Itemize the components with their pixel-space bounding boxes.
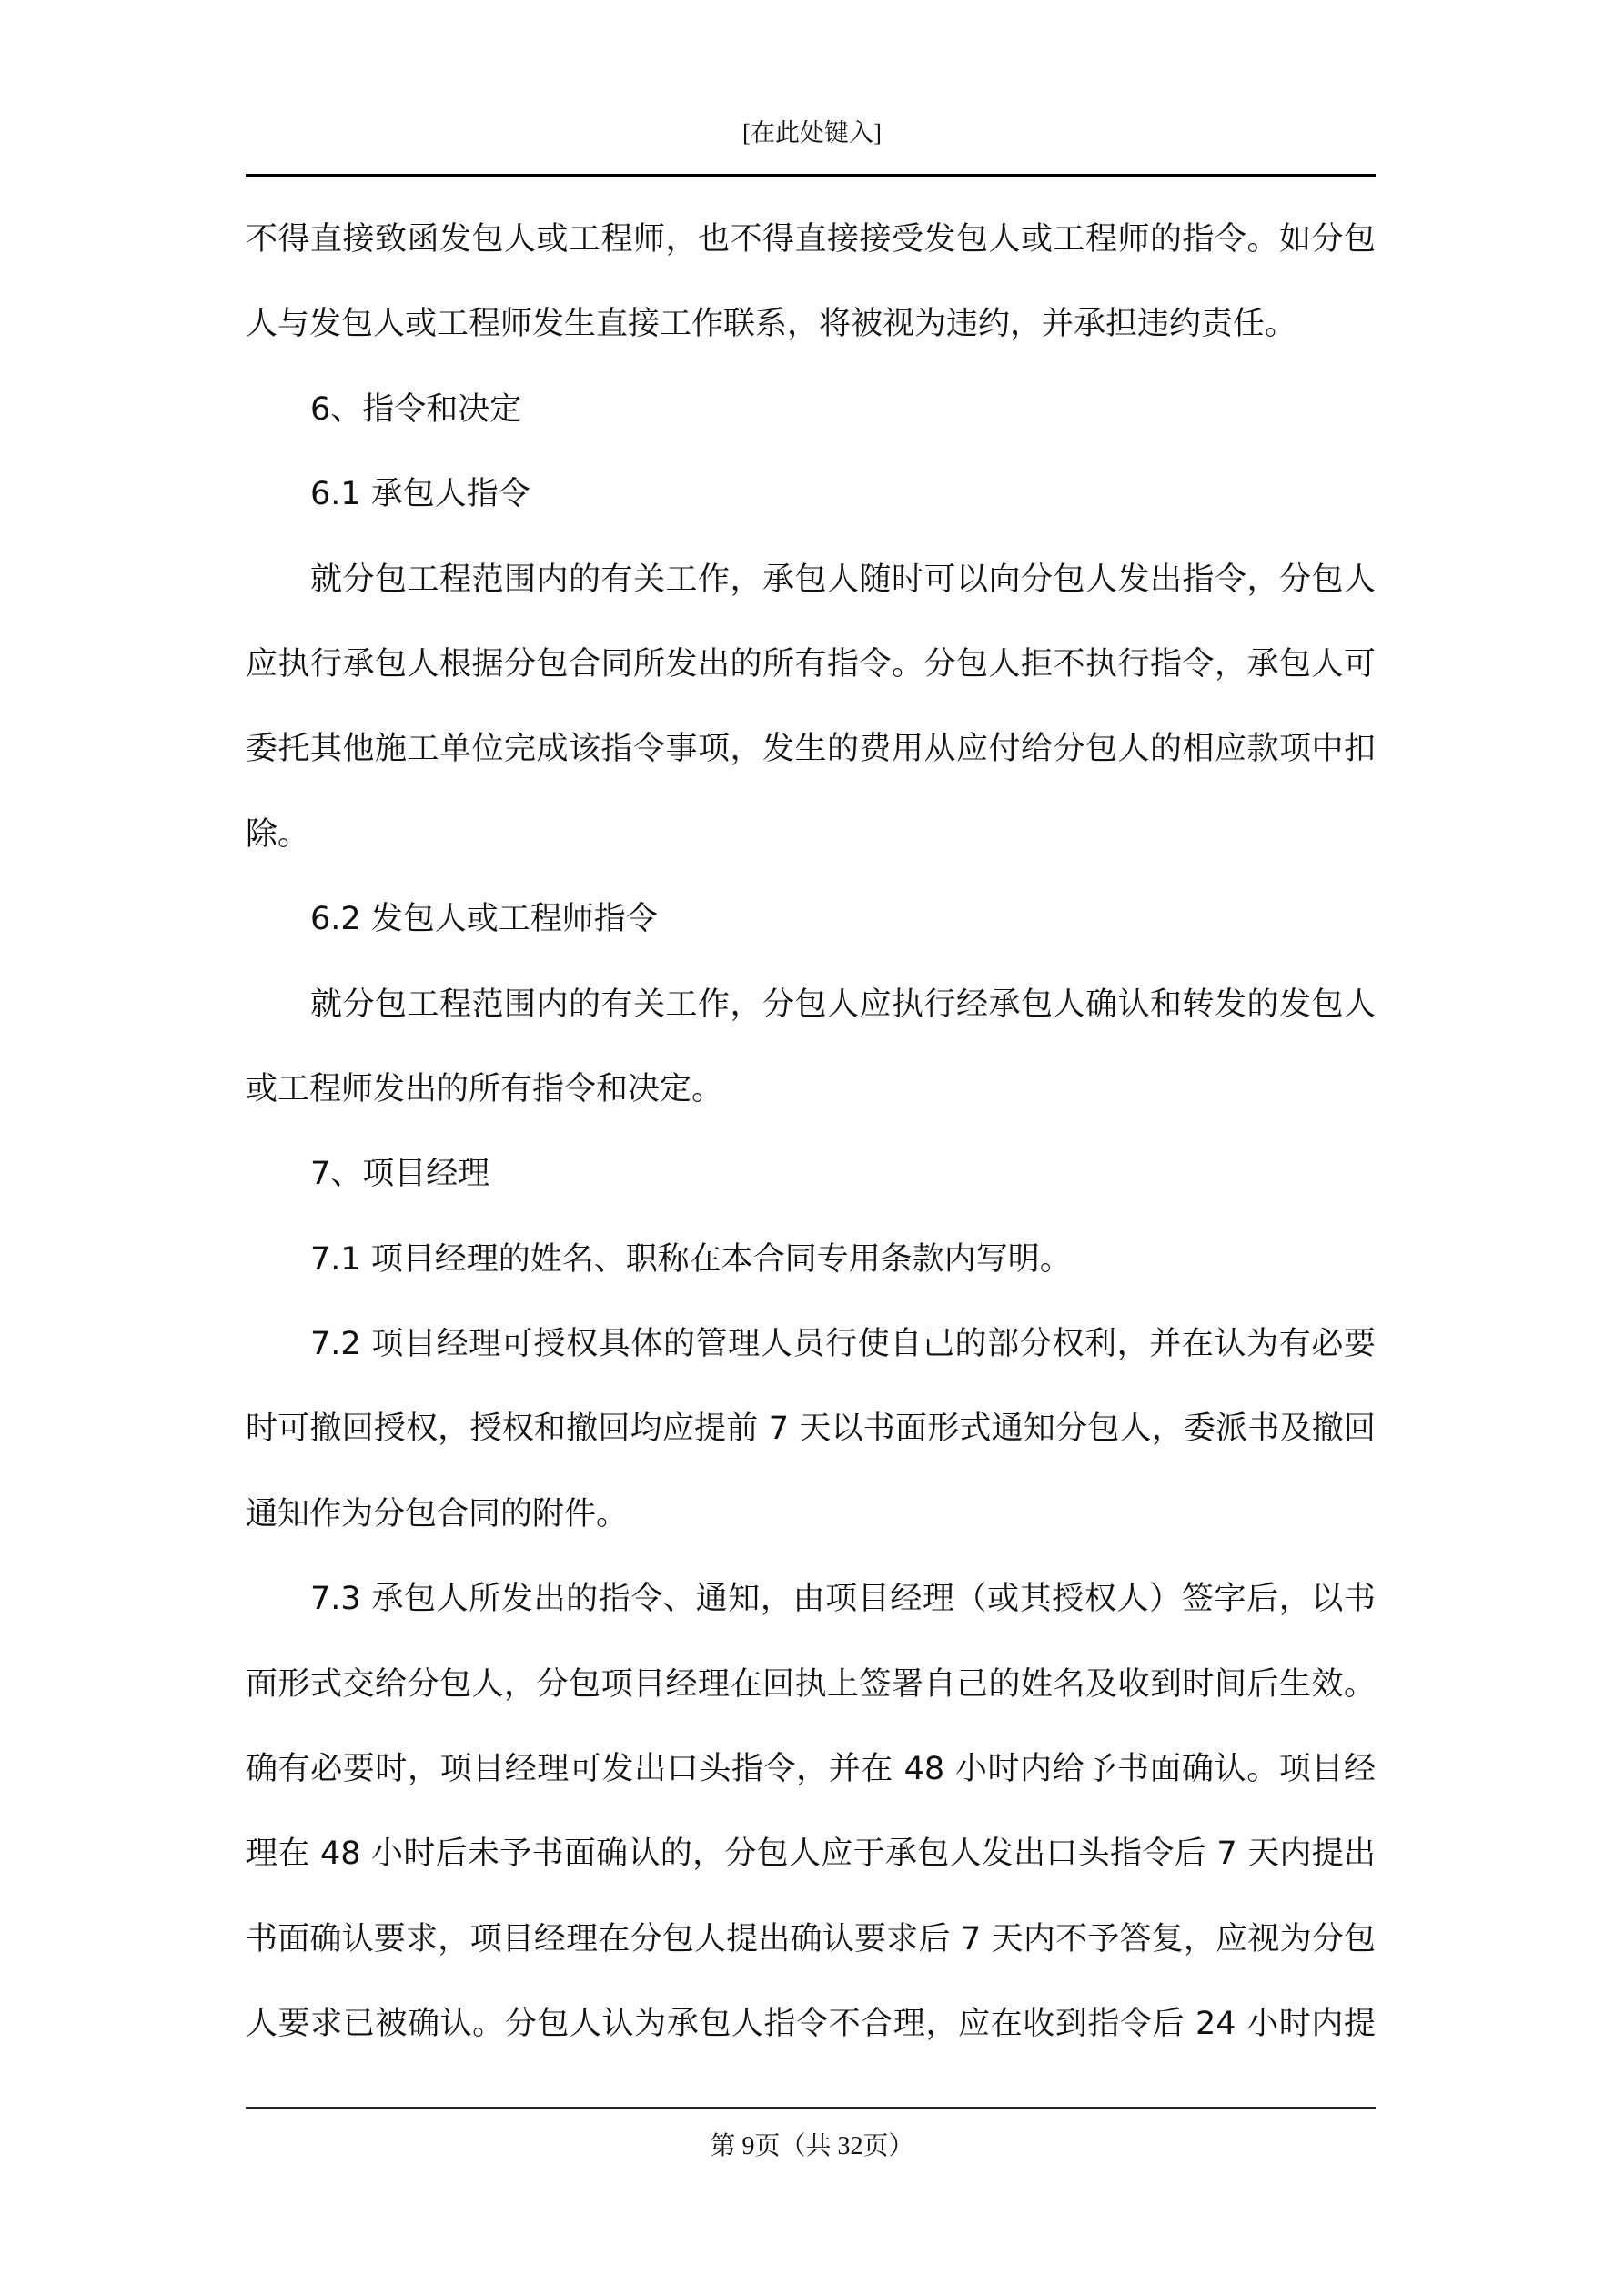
- text-line: 6.2 发包人或工程师指令: [310, 901, 658, 938]
- text-line: 除。: [246, 815, 310, 853]
- text-line: 书面确认要求，项目经理在分包人提出确认要求后 7 天内不予答复，应视为分包: [246, 1920, 1376, 1957]
- header-rule: [246, 174, 1376, 177]
- footer-rule: [246, 2107, 1376, 2109]
- text-line: 应执行承包人根据分包合同所发出的所有指令。分包人拒不执行指令，承包人可: [246, 645, 1376, 683]
- text-line: 不得直接致函发包人或工程师，也不得直接接受发包人或工程师的指令。如分包: [246, 221, 1376, 258]
- page-footer: 第 9页（共 32页）: [710, 2132, 914, 2160]
- text-line: 6.1 承包人指令: [310, 476, 530, 513]
- text-line: 7.1 项目经理的姓名、职称在本合同专用条款内写明。: [310, 1240, 1072, 1278]
- text-line: 人要求已被确认。分包人认为承包人指令不合理，应在收到指令后 24 小时内提: [246, 2006, 1376, 2043]
- text-line: 确有必要时，项目经理可发出口头指令，并在 48 小时内给予书面确认。项目经: [246, 1751, 1376, 1788]
- document-body: [246, 217, 1376, 2088]
- text-line: 6、指令和决定: [310, 390, 522, 428]
- text-line: 人与发包人或工程师发生直接工作联系，将被视为违约，并承担违约责任。: [246, 306, 1297, 343]
- text-line: 7.2 项目经理可授权具体的管理人员行使自己的部分权利，并在认为有必要: [310, 1326, 1376, 1363]
- text-line: 或工程师发出的所有指令和决定。: [246, 1070, 724, 1108]
- text-line: 委托其他施工单位完成该指令事项，发生的费用从应付给分包人的相应款项中扣: [246, 731, 1376, 768]
- text-line: 理在 48 小时后未予书面确认的，分包人应于承包人发出口头指令后 7 天内提出: [246, 1836, 1376, 1873]
- text-line: 7.3 承包人所发出的指令、通知，由项目经理（或其授权人）签字后，以书: [310, 1581, 1376, 1618]
- text-line: 通知作为分包合同的附件。: [246, 1495, 629, 1532]
- text-line: 就分包工程范围内的有关工作，承包人随时可以向分包人发出指令，分包人: [310, 561, 1376, 598]
- text-line: 时可撤回授权，授权和撤回均应提前 7 天以书面形式通知分包人，委派书及撤回: [246, 1411, 1376, 1448]
- page-header: [在此处键入]: [742, 119, 882, 147]
- text-line: 7、项目经理: [310, 1156, 490, 1193]
- text-line: 面形式交给分包人，分包项目经理在回执上签署自己的姓名及收到时间后生效。: [246, 1665, 1376, 1703]
- text-line: 就分包工程范围内的有关工作，分包人应执行经承包人确认和转发的发包人: [310, 986, 1376, 1023]
